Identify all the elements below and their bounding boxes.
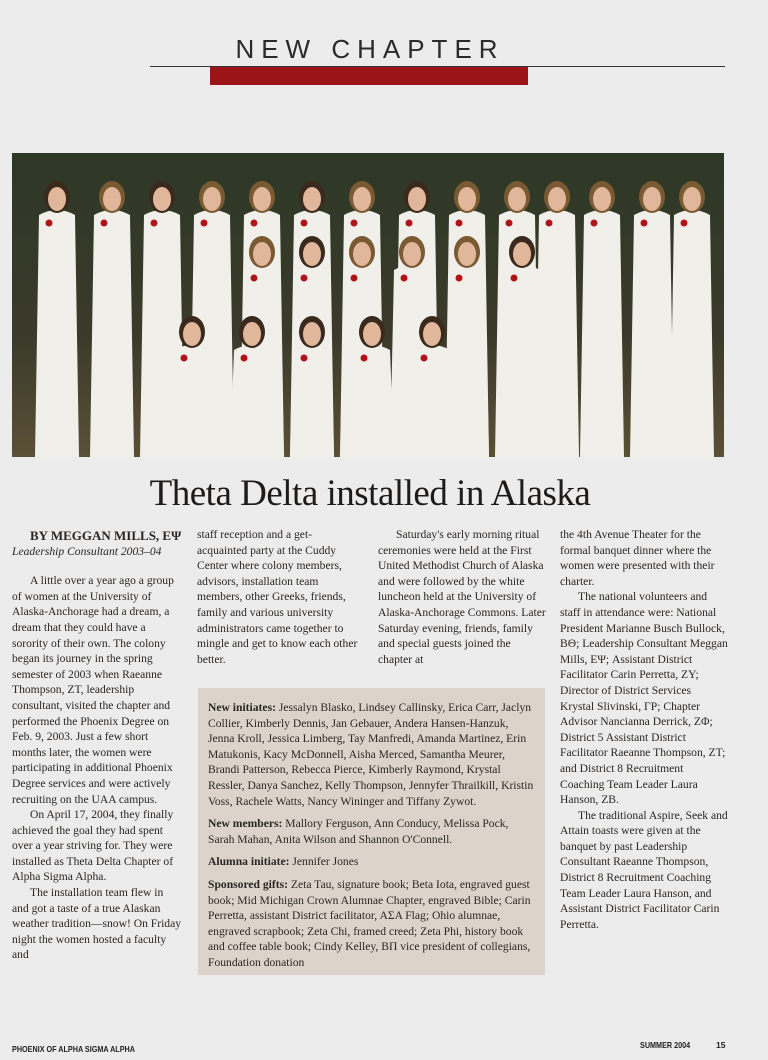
sidebar-item-new-members [208,816,537,847]
person-face [513,242,531,266]
group-photo-image [12,153,724,457]
person-face [183,322,201,346]
rose-corsage [301,220,308,227]
person-figure [500,265,544,457]
rose-corsage [351,220,358,227]
rose-corsage [546,220,553,227]
person-face [363,322,381,346]
sidebar-item-new-initiates [208,700,537,809]
rose-corsage [406,220,413,227]
rose-corsage [641,220,648,227]
article-column-1 [12,528,182,963]
sidebar-item-sponsored-gifts [208,877,537,971]
rose-corsage [421,355,428,362]
article-column-4 [560,527,728,932]
rose-corsage [456,220,463,227]
person-figure [580,210,624,457]
section-header: NEW CHAPTER [235,34,505,64]
rose-corsage [681,220,688,227]
rose-corsage [251,220,258,227]
person-face [508,187,526,211]
paragraph: Saturday's early morning ritual ceremonies were held at the First United Methodist Church of Alaska and were followed by the white luncheon held at the University of Alaska-Anchorage Commons. Later Saturday evening, friends, family and special guests joined the chapter at [378,528,546,666]
sidebar-text: Jennifer Jones [289,855,359,869]
sidebar-text: Zeta Tau, signature book; Beta Iota, engraved guest book; Mid Michigan Crown Alumnae Chapter, engraved Bible; Carin Perretta, assistant District facilitator, AΣA Flag; Ohio alumnae, engraved scrapbook; Zeta Chi, framed creed; Zeta Phi, history book and coffee table book; Cindy Kelley, BΠ vice president of collegians, Foundation donation [208,877,531,969]
person-figure [90,210,134,457]
paragraph: The traditional Aspire, Seek and Attain toasts were given at the banquet by past Leadership Consultant Raeanne Thompson, District 8 Recruitment Coaching Team Leader Laura Hanson, and Assistant District Facilitator Carin Perretta. [560,808,728,931]
byline-role: Leadership Consultant 2003–04 [12,544,162,558]
person-face [408,187,426,211]
person-figure [290,345,334,457]
paragraph: A little over a year ago a group of women at the University of Alaska-Anchorage had a dream, a dream that they could have a sorority of their own. The colony began its journey in the spring semester of 2003 when Raeanne Thompson, ZT, leadership consultant, visited the chapter and performed the Phoenix Degree on Feb. 9, 2003. Just a few short months later, the women were participating in additional Phoenix Degree services and were actively recruiting on the UAA campus. [12,574,174,806]
article-title: Theta Delta installed in Alaska [149,473,591,514]
rose-corsage [101,220,108,227]
rose-corsage [201,220,208,227]
sidebar-label: New members: [208,817,283,831]
person-face [253,187,271,211]
person-figure [670,210,714,457]
person-face [203,187,221,211]
rose-corsage [456,275,463,282]
person-face [593,187,611,211]
person-figure [350,345,394,457]
person-figure [35,210,79,457]
person-figure [630,210,674,457]
group-photo [12,153,724,457]
byline: BY MEGGAN MILLS, EΨ [30,528,182,543]
rose-corsage [401,275,408,282]
rose-corsage [301,275,308,282]
rose-corsage [46,220,53,227]
rose-corsage [151,220,158,227]
sidebar-item-alumna-initiate [208,854,537,870]
person-face [48,187,66,211]
rose-corsage [351,275,358,282]
person-figure [410,345,454,457]
rose-corsage [591,220,598,227]
sidebar-label: Sponsored gifts: [208,877,288,891]
person-figure [170,345,214,457]
sidebar-text: Mallory Ferguson, Ann Conducy, Melissa Pock, Sarah Mahan, Anita Wilson and Shannon O'Connell. [208,817,509,846]
paragraph: the 4th Avenue Theater for the formal banquet dinner where the women were presented with their charter. [560,528,715,588]
article-column-2 [197,527,362,667]
sidebar-text: Jessalyn Blasko, Lindsey Callinsky, Erica Carr, Jaclyn Collier, Kimberly Dennis, Jan Gebauer, Andera Hansen-Hanzuk, Jenna Kroll, Jessica Limberg, Tay Manfredi, Amanda Martinez, Erin Matukonis, Kacy McDonnell, Aisha Merced, Samantha Meurer, Brandi Patterson, Rebecca Pierce, Kimberly Raymond, Krystal Ressler, Danya Sanchez, Kelly Thompson, Jennyfer Thrailkill, Kristin Voss, Rachele Watts, Nancy Wininger and Tiffany Zywot. [208,701,534,808]
person-face [253,242,271,266]
person-face [303,187,321,211]
rose-corsage [251,275,258,282]
person-face [458,187,476,211]
person-face [303,322,321,346]
person-face [683,187,701,211]
person-figure [230,345,274,457]
person-face [423,322,441,346]
footer-publication: PHOENIX OF ALPHA SIGMA ALPHA [12,1044,135,1054]
person-face [243,322,261,346]
paragraph: On April 17, 2004, they finally achieved the goal they had spent over a year striving for. They were installed as Theta Delta Chapter of Alpha Sigma Alpha. [12,808,174,884]
rose-corsage [361,355,368,362]
paragraph: staff reception and a get-acquainted party at the Cuddy Center where colony members, advisors, installation team members, other Greeks, friends, family and various university administrators came together to mingle and get to know each other better. [197,528,358,666]
header-accent-bar [210,67,528,85]
rose-corsage [241,355,248,362]
rose-corsage [301,355,308,362]
person-face [458,242,476,266]
paragraph: The installation team flew in and got a taste of a true Alaskan weather tradition—snow! On Friday night the women hosted a faculty and [12,886,182,962]
person-face [103,187,121,211]
person-face [643,187,661,211]
person-face [303,242,321,266]
sidebar-label: New initiates: [208,701,276,714]
person-face [548,187,566,211]
article-column-3 [378,527,546,667]
person-face [403,242,421,266]
rose-corsage [506,220,513,227]
footer-issue: SUMMER 2004 [640,1040,691,1050]
paragraph: The national volunteers and staff in attendance were: National President Marianne Busch Bullock, BΘ; Leadership Consultant Meggan Mills, EΨ; Assistant District Facilitator Carin Perretta, ZY; Director of District Services Krystal Slivinski, ΓP; Chapter Advisor Nancianna Derrick, ZΦ; District 5 Assistant District Facilitator Raeanne Thompson, ZT; and District 8 Recruitment Coaching Team Leader Laura Hanson, ZB. [560,590,728,807]
sidebar-label: Alumna initiate: [208,855,290,869]
person-face [153,187,171,211]
page-number: 15 [716,1040,726,1050]
sidebar-box [198,688,545,975]
rose-corsage [181,355,188,362]
person-face [353,187,371,211]
rose-corsage [511,275,518,282]
person-face [353,242,371,266]
